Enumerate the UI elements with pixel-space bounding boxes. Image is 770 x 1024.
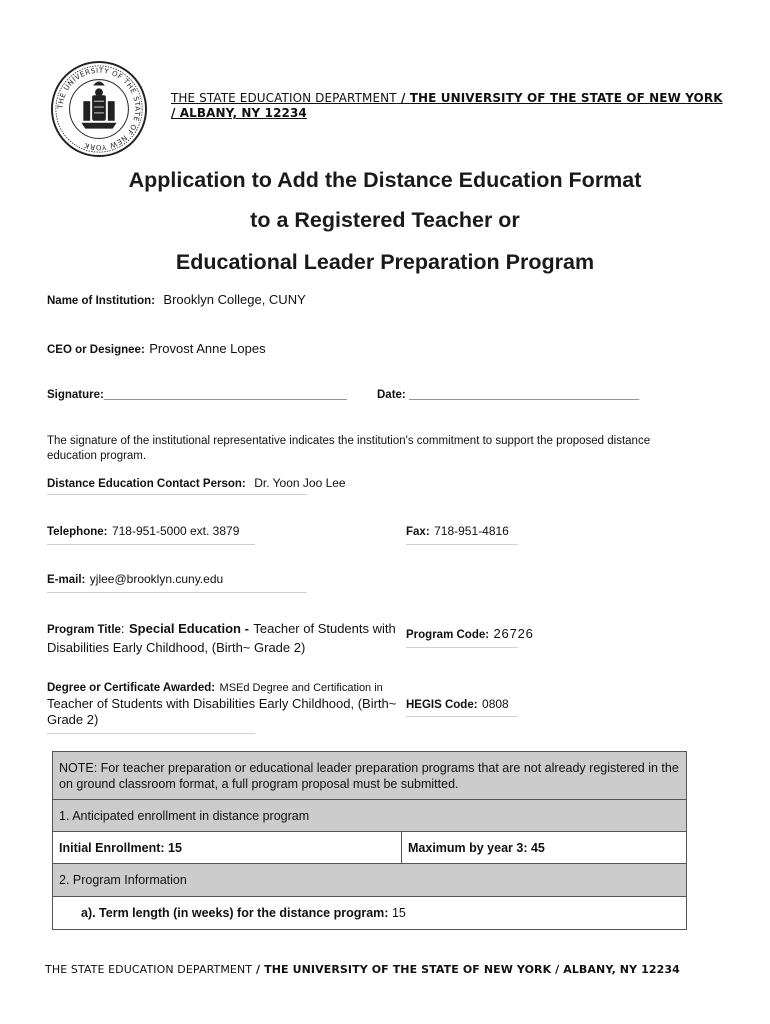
footer-university: THE UNIVERSITY OF THE STATE OF NEW YORK / ALBANY, NY 12234 — [264, 963, 680, 976]
term-length-label: a). Term length (in weeks) for the distance program: — [81, 906, 389, 920]
term-length-value: 15 — [391, 906, 406, 920]
institution-label: Name of Institution: — [47, 295, 155, 307]
email-label: E-mail: — [47, 574, 86, 586]
ceo-label: CEO or Designee: — [47, 344, 145, 356]
contact-row — [47, 474, 346, 492]
hegis-label: HEGIS Code: — [406, 699, 478, 711]
program-title-label: Program Title — [47, 624, 121, 636]
contact-label: Distance Education Contact Person: — [47, 478, 246, 490]
degree-underline — [47, 733, 255, 734]
section-2-header: 2. Program Information — [53, 864, 687, 897]
header-university: THE UNIVERSITY OF THE STATE OF NEW YORK / ALBANY, NY 12234 — [171, 91, 723, 120]
date-field: Date: ____________________________________ — [377, 389, 640, 401]
institution-value: Brooklyn College, CUNY — [163, 292, 306, 307]
title-line-1: Application to Add the Distance Education Format — [128, 168, 642, 192]
fax-row — [406, 522, 509, 540]
fax-underline — [406, 544, 518, 545]
signature-field: Signature:______________________________________ — [47, 389, 347, 401]
footer-sep: / — [252, 963, 265, 976]
email-row — [47, 570, 223, 588]
hegis-underline — [406, 716, 518, 717]
email-underline — [47, 592, 307, 593]
ceo-row — [47, 340, 266, 358]
institution-row — [47, 291, 306, 309]
signature-note: The signature of the institutional representative indicates the institution's commitment to support the proposed distance education program. — [47, 435, 651, 462]
telephone-label: Telephone: — [47, 526, 108, 538]
footer-dept: THE STATE EDUCATION DEPARTMENT — [45, 963, 253, 976]
title-line-2: to a Registered Teacher or — [250, 208, 520, 232]
program-code-value: 26726 — [493, 626, 534, 641]
maximum-enrollment-cell: Maximum by year 3: 45 — [402, 832, 687, 864]
footer-department-line — [45, 963, 680, 976]
hegis-row — [406, 695, 509, 713]
telephone-value: 718-951-5000 ext. 3879 — [111, 524, 240, 538]
program-title-rest: Teacher of Students with Disabilities Early Childhood, (Birth~ Grade 2) — [47, 621, 396, 655]
program-title-bold: Special Education - — [129, 621, 249, 636]
seal-text: THE UNIVERSITY OF THE STATE OF NEW YORK — [55, 65, 143, 153]
email-value: yjlee@brooklyn.cuny.edu — [89, 572, 224, 586]
header-department-line — [171, 91, 731, 121]
degree-label: Degree or Certificate Awarded: — [47, 682, 216, 694]
program-title-row — [47, 620, 397, 656]
header-dept: THE STATE EDUCATION DEPARTMENT — [171, 91, 397, 105]
degree-value-rest: Teacher of Students with Disabilities Early Childhood, (Birth~ Grade 2) — [47, 696, 397, 727]
term-length-cell — [53, 897, 687, 930]
note-cell: NOTE: For teacher preparation or educational leader preparation programs that are not already registered in the on ground classroom format, a full program proposal must be submitted. — [53, 752, 687, 800]
telephone-row — [47, 522, 239, 540]
degree-value-small: MSEd Degree and Certification in — [219, 682, 383, 694]
telephone-underline — [47, 544, 255, 545]
degree-row — [47, 679, 402, 728]
program-info-table — [52, 751, 687, 930]
program-code-label: Program Code: — [406, 629, 490, 641]
contact-value: Dr. Yoon Joo Lee — [254, 476, 346, 490]
title-line-3: Educational Leader Preparation Program — [175, 250, 595, 274]
hegis-value: 0808 — [482, 697, 509, 711]
program-code-row — [406, 625, 534, 643]
program-code-underline — [406, 647, 518, 648]
fax-label: Fax: — [406, 526, 430, 538]
fax-value: 718-951-4816 — [434, 524, 509, 538]
program-title-colon: : — [120, 621, 125, 636]
section-1-header: 1. Anticipated enrollment in distance program — [53, 800, 687, 832]
ceo-value: Provost Anne Lopes — [149, 341, 266, 356]
state-seal-logo — [50, 60, 148, 158]
contact-underline — [47, 494, 307, 495]
initial-enrollment-cell: Initial Enrollment: 15 — [53, 832, 402, 864]
header-sep: / — [396, 91, 410, 105]
